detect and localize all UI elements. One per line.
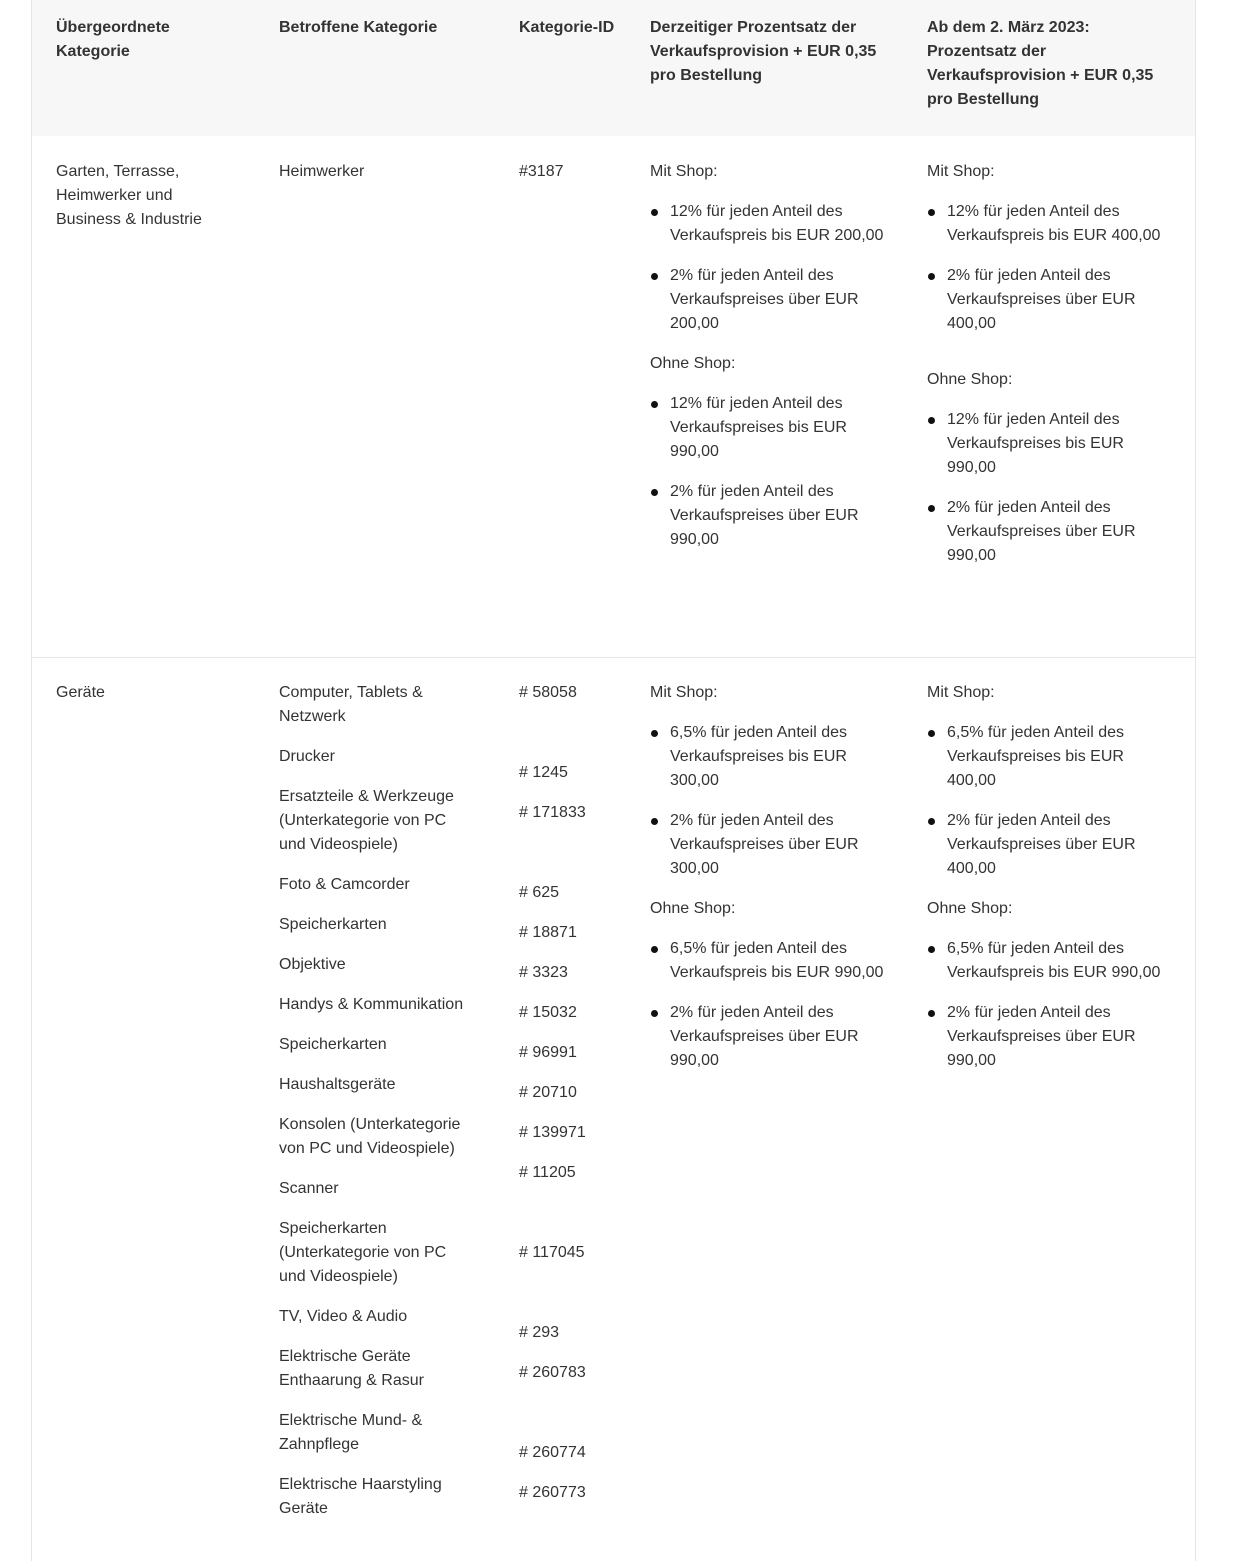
header-affected-category: Betroffene Kategorie bbox=[279, 19, 438, 36]
fee-table bbox=[31, 0, 1196, 1561]
bullet-icon bbox=[651, 401, 658, 408]
category-item: Speicherkarten bbox=[279, 916, 387, 933]
row2-category-ids bbox=[519, 681, 615, 1521]
bullet-icon bbox=[928, 505, 935, 512]
with-shop-list bbox=[650, 200, 890, 336]
without-shop-label: Ohne Shop: bbox=[650, 355, 736, 372]
category-item: Objektive bbox=[279, 956, 346, 973]
header-parent-category: Übergeordnete Kategorie bbox=[56, 19, 170, 60]
category-id: # 20710 bbox=[519, 1084, 577, 1101]
category-item: Handys & Kommunikation bbox=[279, 996, 464, 1013]
with-shop-label: Mit Shop: bbox=[927, 684, 995, 701]
bullet-icon bbox=[651, 209, 658, 216]
list-item: 12% für jeden Anteil des Verkaufspreis bis EUR 400,00 bbox=[927, 200, 1167, 248]
list-item: 6,5% für jeden Anteil des Verkaufspreis bis EUR 990,00 bbox=[927, 937, 1167, 985]
category-item: Elektrische Mund- & Zahnpflege bbox=[279, 1412, 423, 1453]
without-shop-list bbox=[650, 937, 890, 1073]
with-shop-label: Mit Shop: bbox=[650, 684, 718, 701]
list-item: 2% für jeden Anteil des Verkaufspreises über EUR 400,00 bbox=[927, 809, 1167, 881]
category-item: TV, Video & Audio bbox=[279, 1308, 408, 1325]
list-item: 12% für jeden Anteil des Verkaufspreises bis EUR 990,00 bbox=[650, 392, 890, 464]
list-item: 2% für jeden Anteil des Verkaufspreises über EUR 200,00 bbox=[650, 264, 890, 336]
header-category-id: Kategorie-ID bbox=[519, 19, 615, 36]
category-id: # 260774 bbox=[519, 1444, 586, 1461]
bullet-icon bbox=[651, 489, 658, 496]
list-item: 2% für jeden Anteil des Verkaufspreises über EUR 300,00 bbox=[650, 809, 890, 881]
with-shop-label: Mit Shop: bbox=[650, 163, 718, 180]
bullet-icon bbox=[928, 1010, 935, 1017]
category-item: Foto & Camcorder bbox=[279, 876, 410, 893]
without-shop-label: Ohne Shop: bbox=[650, 900, 736, 917]
bullet-icon bbox=[928, 946, 935, 953]
list-item: 12% für jeden Anteil des Verkaufspreises bis EUR 990,00 bbox=[927, 408, 1167, 480]
list-item: 6,5% für jeden Anteil des Verkaufspreis bis EUR 990,00 bbox=[650, 937, 890, 985]
category-id: # 3323 bbox=[519, 964, 568, 981]
category-id: # 11205 bbox=[519, 1164, 576, 1181]
with-shop-list bbox=[927, 200, 1167, 336]
category-item: Speicherkarten bbox=[279, 1036, 387, 1053]
category-item: Haushaltsgeräte bbox=[279, 1076, 396, 1093]
category-id: # 1245 bbox=[519, 764, 568, 781]
list-item: 12% für jeden Anteil des Verkaufspreis bis EUR 200,00 bbox=[650, 200, 890, 248]
bullet-icon bbox=[928, 730, 935, 737]
category-id: # 260783 bbox=[519, 1364, 586, 1381]
row2-new-rates bbox=[927, 681, 1167, 1073]
category-id: # 625 bbox=[519, 884, 560, 901]
category-id: # 96991 bbox=[519, 1044, 577, 1061]
category-item: Konsolen (Unterkategorie von PC und Videospiele) bbox=[279, 1116, 461, 1157]
category-id: # 15032 bbox=[519, 1004, 577, 1021]
bullet-icon bbox=[928, 818, 935, 825]
without-shop-list bbox=[650, 392, 890, 552]
row1-new-rates bbox=[927, 160, 1167, 568]
list-item: 2% für jeden Anteil des Verkaufspreises über EUR 990,00 bbox=[650, 1001, 890, 1073]
with-shop-list bbox=[927, 721, 1167, 881]
bullet-icon bbox=[928, 209, 935, 216]
category-item: Speicherkarten (Unterkategorie von PC und Videospiele) bbox=[279, 1220, 447, 1285]
list-item: 2% für jeden Anteil des Verkaufspreises über EUR 400,00 bbox=[927, 264, 1167, 336]
category-item: Drucker bbox=[279, 748, 336, 765]
bullet-icon bbox=[928, 273, 935, 280]
row1-affected-category: Heimwerker bbox=[279, 163, 365, 180]
category-item: Elektrische Haarstyling Geräte bbox=[279, 1476, 442, 1517]
category-id: # 58058 bbox=[519, 684, 577, 701]
row1-category-id: #3187 bbox=[519, 163, 564, 180]
row1-parent-category: Garten, Terrasse, Heimwerker und Business & Industrie bbox=[56, 163, 202, 228]
row2-current-rates bbox=[650, 681, 890, 1073]
header-current-rate: Derzeitiger Prozentsatz der Verkaufsprovision + EUR 0,35 pro Bestellung bbox=[650, 19, 877, 84]
with-shop-list bbox=[650, 721, 890, 881]
category-item: Ersatzteile & Werkzeuge (Unterkategorie von PC und Videospiele) bbox=[279, 788, 454, 853]
list-item: 2% für jeden Anteil des Verkaufspreises über EUR 990,00 bbox=[927, 496, 1167, 568]
row1-current-rates bbox=[650, 160, 890, 552]
category-item: Elektrische Geräte Enthaarung & Rasur bbox=[279, 1348, 424, 1389]
with-shop-label: Mit Shop: bbox=[927, 163, 995, 180]
category-item: Computer, Tablets & Netzwerk bbox=[279, 684, 423, 725]
bullet-icon bbox=[651, 946, 658, 953]
without-shop-list bbox=[927, 937, 1167, 1073]
bullet-icon bbox=[651, 818, 658, 825]
bullet-icon bbox=[928, 417, 935, 424]
list-item: 6,5% für jeden Anteil des Verkaufspreises bis EUR 300,00 bbox=[650, 721, 890, 793]
header-new-rate: Ab dem 2. März 2023: Prozentsatz der Verkaufsprovision + EUR 0,35 pro Bestellung bbox=[927, 19, 1154, 108]
table-header bbox=[32, 0, 1195, 136]
bullet-icon bbox=[651, 1010, 658, 1017]
category-id: # 293 bbox=[519, 1324, 560, 1341]
bullet-icon bbox=[651, 730, 658, 737]
without-shop-label: Ohne Shop: bbox=[927, 371, 1013, 388]
list-item: 2% für jeden Anteil des Verkaufspreises über EUR 990,00 bbox=[927, 1001, 1167, 1073]
row2-affected-categories bbox=[279, 681, 479, 1541]
list-item: 2% für jeden Anteil des Verkaufspreises über EUR 990,00 bbox=[650, 480, 890, 552]
category-item: Scanner bbox=[279, 1180, 339, 1197]
without-shop-label: Ohne Shop: bbox=[927, 900, 1013, 917]
category-id: # 139971 bbox=[519, 1124, 586, 1141]
row2-parent-category: Geräte bbox=[56, 684, 105, 701]
category-id: # 18871 bbox=[519, 924, 577, 941]
bullet-icon bbox=[651, 273, 658, 280]
category-id: # 117045 bbox=[519, 1244, 585, 1261]
category-id: # 260773 bbox=[519, 1484, 586, 1501]
list-item: 6,5% für jeden Anteil des Verkaufspreises bis EUR 400,00 bbox=[927, 721, 1167, 793]
without-shop-list bbox=[927, 408, 1167, 568]
row-divider bbox=[32, 657, 1195, 658]
category-id: # 171833 bbox=[519, 804, 586, 821]
